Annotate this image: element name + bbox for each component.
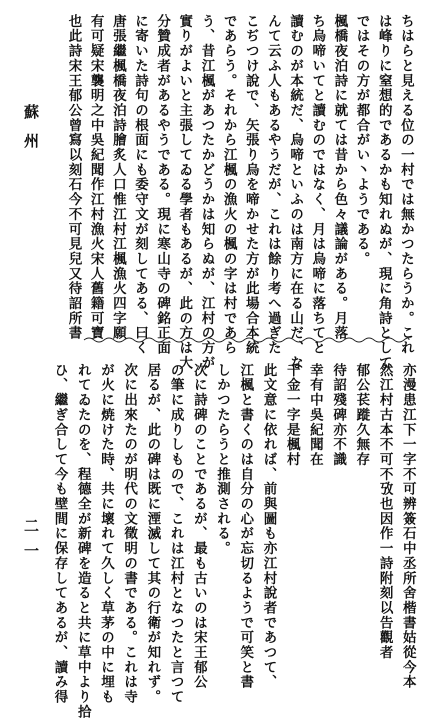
lower-text-block	[51, 363, 416, 719]
text-column: 幸有中吳紀聞在	[306, 363, 323, 467]
text-column: 千金一字是楓村	[283, 363, 300, 467]
text-column: ひ、繼ぎ合して今も壁間に保存してあるが、讀み得	[51, 363, 68, 705]
text-column: の筆に成りしもので、これは江村となつたと言つて	[167, 363, 184, 705]
text-column: であらう。それから江楓の漁火の楓の字は村であら	[220, 14, 237, 356]
text-column: 唐張繼楓橋夜泊詩膾炙人口惟江村江楓漁火四字願	[109, 14, 126, 341]
text-column: 居るが、此の碑は既に湮滅して其の行衛が知れず。	[144, 363, 161, 705]
text-column: 次に詩碑のことであるが、最も古いのは宋王郁公	[190, 363, 207, 690]
text-column: 郁公苌蹝久無存	[353, 363, 370, 467]
text-column: ではその方が都合がい丶ようである。	[353, 14, 370, 267]
text-column: 實りがよいと主張してゐる學者もあるが、此の方は大	[176, 14, 193, 371]
text-column: 然江村古本不可不攷也因作一詩附刻以告觀者	[376, 363, 393, 660]
text-column: 亦漫患江下一字不可辨簽石中丞所舍楷書姑從今本	[399, 363, 416, 690]
text-column: 楓橋夜泊詩に就ては昔から色々議論がある。月落	[331, 14, 348, 341]
text-column: 分贊成者があるやうである。現に寒山寺の碑銘正面	[154, 14, 171, 356]
text-column: 此文意に依れば、前與圖も亦江村說者であつて、	[260, 363, 277, 690]
wavy-divider	[84, 336, 409, 344]
text-column: しかつたらうと推測される。	[214, 363, 231, 557]
text-column: 次に出來たのが明代の文徵明の書である。これは寺	[121, 363, 138, 705]
text-column: れてゐたのを、程德全が新碑を造ると共に草中より拾	[74, 363, 91, 719]
margin-title: 蘇州	[22, 104, 40, 162]
text-column: ちはらと見える位の一村では無かつたらうか。これ	[397, 14, 414, 356]
text-column: 有可疑宋襲明之中吳紀聞作江村漁火宋人舊籍可寶	[87, 14, 104, 341]
text-column: 待詔殘碑亦不識	[330, 363, 347, 467]
text-column: が火に焼けた時、共に壞れて久しく草茅の中に埋も	[97, 363, 114, 705]
text-column: ち烏啼いてと讀むのではなく、月は烏啼に落ちてと	[309, 14, 326, 356]
text-column: こぢつけ說で、矢張り烏を啼かせた方が此場合本統	[242, 14, 259, 356]
upper-text-block	[65, 14, 414, 371]
text-column: 也此詩宋王郁公曾寫以刻石今不可見兒又待詔所書	[65, 14, 82, 341]
text-column: う、昔江楓があつたかどうかは知らぬが、江村の方が	[198, 14, 215, 371]
text-column: んて云ふ人もあるやうだが、これは餘り考へ過ぎた	[264, 14, 281, 356]
text-column: 江楓と書くのは自分の心が忘切るようで可笑と書	[237, 363, 254, 690]
text-column: は峰りに窒想的であるかも知れぬが、現に角詩として	[375, 14, 392, 371]
text-column: 讀むのが本統だ、烏啼といふのは南方に在る山だ、な	[287, 14, 304, 371]
text-column: に寄いた詩句の根面にも委守文が刻してある、曰く	[131, 14, 148, 356]
page-number: 二一	[22, 518, 40, 568]
